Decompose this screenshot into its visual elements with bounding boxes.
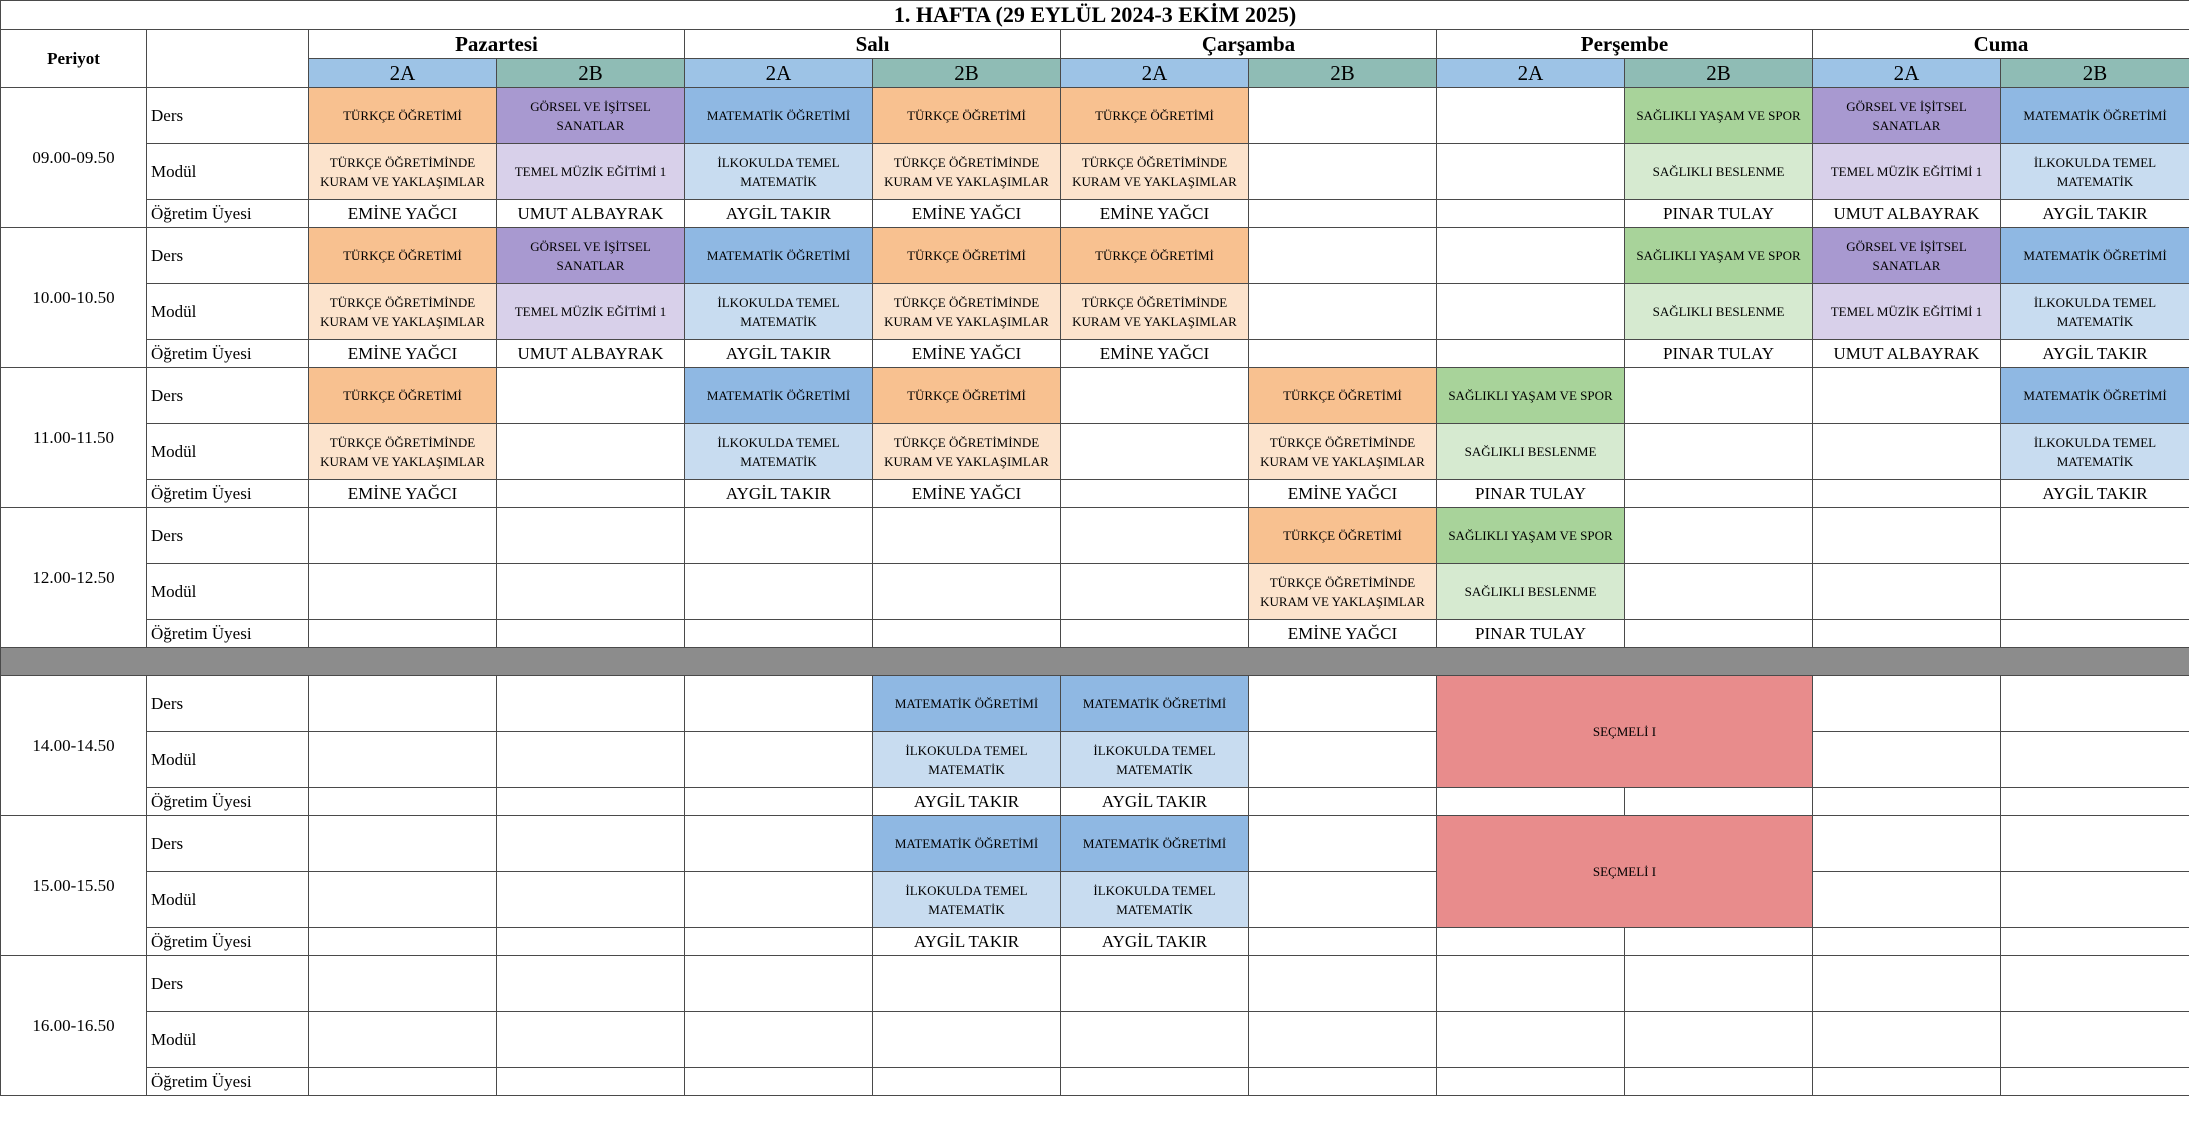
- course-cell: [309, 956, 497, 1012]
- course-cell: MATEMATİK ÖĞRETİMİ: [1061, 676, 1249, 732]
- course-cell: [685, 508, 873, 564]
- module-cell: TÜRKÇE ÖĞRETİMİNDE KURAM VE YAKLAŞIMLAR: [873, 284, 1061, 340]
- course-cell: [497, 368, 685, 424]
- module-cell: TÜRKÇE ÖĞRETİMİNDE KURAM VE YAKLAŞIMLAR: [1061, 144, 1249, 200]
- period-time: 11.00-11.50: [1, 368, 147, 508]
- course-cell: [2001, 676, 2189, 732]
- course-cell: [873, 956, 1061, 1012]
- course-cell: MATEMATİK ÖĞRETİMİ: [1061, 816, 1249, 872]
- instructor-cell: [1813, 620, 2001, 648]
- instructor-cell: AYGİL TAKIR: [1061, 928, 1249, 956]
- module-cell: [1625, 424, 1813, 480]
- row-label-ders: Ders: [147, 816, 309, 872]
- module-cell: [685, 564, 873, 620]
- course-cell: TÜRKÇE ÖĞRETİMİ: [1061, 88, 1249, 144]
- module-cell: TÜRKÇE ÖĞRETİMİNDE KURAM VE YAKLAŞIMLAR: [873, 144, 1061, 200]
- instructor-cell: [1625, 480, 1813, 508]
- schedule-title: 1. HAFTA (29 EYLÜL 2024-3 EKİM 2025): [1, 1, 2189, 30]
- course-cell: MATEMATİK ÖĞRETİMİ: [685, 88, 873, 144]
- course-cell: [1813, 956, 2001, 1012]
- instructor-cell: [2001, 620, 2189, 648]
- course-cell: TÜRKÇE ÖĞRETİMİ: [873, 368, 1061, 424]
- row-label-ogretim-uyesi: Öğretim Üyesi: [147, 620, 309, 648]
- instructor-cell: AYGİL TAKIR: [2001, 200, 2189, 228]
- module-cell: SAĞLIKLI BESLENME: [1437, 564, 1625, 620]
- module-cell: [309, 872, 497, 928]
- group-header: 2B: [2001, 59, 2189, 88]
- instructor-cell: [309, 928, 497, 956]
- module-cell: SAĞLIKLI BESLENME: [1625, 144, 1813, 200]
- instructor-cell: [1061, 620, 1249, 648]
- module-cell: [1437, 1012, 1625, 1068]
- module-cell: [1061, 1012, 1249, 1068]
- module-cell: [1625, 1012, 1813, 1068]
- module-cell: [873, 1012, 1061, 1068]
- module-cell: [1813, 1012, 2001, 1068]
- module-cell: SAĞLIKLI BESLENME: [1437, 424, 1625, 480]
- course-cell: [497, 508, 685, 564]
- course-cell: TÜRKÇE ÖĞRETİMİ: [1061, 228, 1249, 284]
- module-cell: İLKOKULDA TEMEL MATEMATİK: [685, 284, 873, 340]
- module-cell: [309, 564, 497, 620]
- module-cell: [1813, 872, 2001, 928]
- row-label-ogretim-uyesi: Öğretim Üyesi: [147, 788, 309, 816]
- module-cell: İLKOKULDA TEMEL MATEMATİK: [873, 732, 1061, 788]
- instructor-cell: EMİNE YAĞCI: [309, 480, 497, 508]
- course-cell: [685, 956, 873, 1012]
- module-cell: [1437, 144, 1625, 200]
- instructor-cell: [2001, 788, 2189, 816]
- instructor-cell: AYGİL TAKIR: [873, 788, 1061, 816]
- day-header-pazartesi: Pazartesi: [309, 30, 685, 59]
- instructor-cell: [1437, 1068, 1625, 1096]
- module-cell: [497, 872, 685, 928]
- row-label-ders: Ders: [147, 508, 309, 564]
- module-cell: [2001, 1012, 2189, 1068]
- row-label-ders: Ders: [147, 88, 309, 144]
- module-cell: [1249, 284, 1437, 340]
- course-cell: SAĞLIKLI YAŞAM VE SPOR: [1437, 368, 1625, 424]
- instructor-cell: EMİNE YAĞCI: [309, 200, 497, 228]
- instructor-cell: [1437, 200, 1625, 228]
- course-cell: [2001, 508, 2189, 564]
- row-label-modul: Modül: [147, 732, 309, 788]
- instructor-cell: UMUT ALBAYRAK: [1813, 340, 2001, 368]
- module-cell: TEMEL MÜZİK EĞİTİMİ 1: [497, 144, 685, 200]
- instructor-cell: UMUT ALBAYRAK: [497, 200, 685, 228]
- module-cell: TÜRKÇE ÖĞRETİMİNDE KURAM VE YAKLAŞIMLAR: [309, 424, 497, 480]
- module-cell: [685, 872, 873, 928]
- group-header: 2A: [1061, 59, 1249, 88]
- module-cell: İLKOKULDA TEMEL MATEMATİK: [1061, 872, 1249, 928]
- module-cell: [1061, 564, 1249, 620]
- instructor-cell: AYGİL TAKIR: [2001, 480, 2189, 508]
- group-header: 2B: [873, 59, 1061, 88]
- instructor-cell: [1437, 788, 1625, 816]
- instructor-cell: [1813, 788, 2001, 816]
- instructor-cell: [873, 1068, 1061, 1096]
- instructor-cell: [309, 788, 497, 816]
- course-cell: [1625, 956, 1813, 1012]
- course-cell: [1813, 676, 2001, 732]
- group-header: 2A: [1437, 59, 1625, 88]
- course-cell: [1249, 88, 1437, 144]
- instructor-cell: [497, 928, 685, 956]
- elective-block: SEÇMELİ I: [1437, 816, 1813, 928]
- row-label-modul: Modül: [147, 872, 309, 928]
- course-cell: [1249, 816, 1437, 872]
- period-time: 16.00-16.50: [1, 956, 147, 1096]
- module-cell: İLKOKULDA TEMEL MATEMATİK: [685, 144, 873, 200]
- instructor-cell: [685, 788, 873, 816]
- row-label-ogretim-uyesi: Öğretim Üyesi: [147, 200, 309, 228]
- course-cell: [1813, 508, 2001, 564]
- course-cell: [1061, 368, 1249, 424]
- instructor-cell: [309, 620, 497, 648]
- module-cell: [2001, 732, 2189, 788]
- module-cell: İLKOKULDA TEMEL MATEMATİK: [1061, 732, 1249, 788]
- course-cell: TÜRKÇE ÖĞRETİMİ: [873, 228, 1061, 284]
- course-cell: [309, 508, 497, 564]
- course-cell: TÜRKÇE ÖĞRETİMİ: [309, 228, 497, 284]
- day-header-sali: Salı: [685, 30, 1061, 59]
- module-cell: [1249, 144, 1437, 200]
- course-cell: [1061, 956, 1249, 1012]
- module-cell: [685, 732, 873, 788]
- group-header: 2B: [497, 59, 685, 88]
- row-label-modul: Modül: [147, 564, 309, 620]
- module-cell: [1249, 1012, 1437, 1068]
- instructor-cell: [1249, 200, 1437, 228]
- module-cell: TEMEL MÜZİK EĞİTİMİ 1: [1813, 284, 2001, 340]
- row-label-modul: Modül: [147, 284, 309, 340]
- instructor-cell: [1061, 1068, 1249, 1096]
- module-cell: [1813, 564, 2001, 620]
- row-label-ders: Ders: [147, 368, 309, 424]
- course-cell: MATEMATİK ÖĞRETİMİ: [2001, 88, 2189, 144]
- instructor-cell: EMİNE YAĞCI: [309, 340, 497, 368]
- course-cell: MATEMATİK ÖĞRETİMİ: [873, 816, 1061, 872]
- course-cell: [1813, 816, 2001, 872]
- course-cell: GÖRSEL VE İŞİTSEL SANATLAR: [497, 88, 685, 144]
- instructor-cell: AYGİL TAKIR: [685, 340, 873, 368]
- module-cell: [1249, 872, 1437, 928]
- row-label-modul: Modül: [147, 424, 309, 480]
- course-cell: [1813, 368, 2001, 424]
- module-cell: [1813, 424, 2001, 480]
- row-label-ders: Ders: [147, 676, 309, 732]
- instructor-cell: [2001, 1068, 2189, 1096]
- course-cell: [2001, 956, 2189, 1012]
- instructor-cell: [1625, 620, 1813, 648]
- instructor-cell: [1813, 480, 2001, 508]
- instructor-cell: [1249, 928, 1437, 956]
- instructor-cell: PINAR TULAY: [1625, 340, 1813, 368]
- periyot-header: Periyot: [1, 30, 147, 88]
- instructor-cell: [1249, 788, 1437, 816]
- module-cell: [497, 732, 685, 788]
- course-cell: MATEMATİK ÖĞRETİMİ: [685, 368, 873, 424]
- module-cell: [1813, 732, 2001, 788]
- course-cell: TÜRKÇE ÖĞRETİMİ: [1249, 508, 1437, 564]
- course-cell: [1249, 228, 1437, 284]
- instructor-cell: [309, 1068, 497, 1096]
- group-header: 2B: [1249, 59, 1437, 88]
- course-cell: [873, 508, 1061, 564]
- module-cell: İLKOKULDA TEMEL MATEMATİK: [873, 872, 1061, 928]
- module-cell: TÜRKÇE ÖĞRETİMİNDE KURAM VE YAKLAŞIMLAR: [873, 424, 1061, 480]
- course-cell: [309, 676, 497, 732]
- instructor-cell: PINAR TULAY: [1437, 620, 1625, 648]
- course-cell: [1625, 508, 1813, 564]
- course-cell: [1249, 956, 1437, 1012]
- day-header-carsamba: Çarşamba: [1061, 30, 1437, 59]
- instructor-cell: EMİNE YAĞCI: [873, 480, 1061, 508]
- module-cell: [1625, 564, 1813, 620]
- course-cell: [1437, 956, 1625, 1012]
- course-cell: [685, 816, 873, 872]
- course-cell: TÜRKÇE ÖĞRETİMİ: [309, 368, 497, 424]
- lunch-break-row: [1, 648, 2189, 676]
- module-cell: [1061, 424, 1249, 480]
- instructor-cell: [497, 620, 685, 648]
- instructor-cell: [1437, 928, 1625, 956]
- row-label-ogretim-uyesi: Öğretim Üyesi: [147, 340, 309, 368]
- course-cell: [1437, 88, 1625, 144]
- instructor-cell: [1813, 928, 2001, 956]
- instructor-cell: [1249, 340, 1437, 368]
- row-label-ders: Ders: [147, 228, 309, 284]
- module-cell: [497, 424, 685, 480]
- instructor-cell: AYGİL TAKIR: [873, 928, 1061, 956]
- row-label-ogretim-uyesi: Öğretim Üyesi: [147, 480, 309, 508]
- elective-block: SEÇMELİ I: [1437, 676, 1813, 788]
- course-cell: MATEMATİK ÖĞRETİMİ: [685, 228, 873, 284]
- module-cell: TÜRKÇE ÖĞRETİMİNDE KURAM VE YAKLAŞIMLAR: [1249, 424, 1437, 480]
- course-cell: MATEMATİK ÖĞRETİMİ: [2001, 228, 2189, 284]
- instructor-cell: [497, 788, 685, 816]
- row-label-ders: Ders: [147, 956, 309, 1012]
- group-header: 2A: [685, 59, 873, 88]
- instructor-cell: [685, 928, 873, 956]
- course-cell: [497, 676, 685, 732]
- instructor-cell: EMİNE YAĞCI: [873, 340, 1061, 368]
- period-time: 10.00-10.50: [1, 228, 147, 368]
- instructor-cell: [497, 1068, 685, 1096]
- course-cell: SAĞLIKLI YAŞAM VE SPOR: [1437, 508, 1625, 564]
- course-cell: [309, 816, 497, 872]
- module-cell: [309, 732, 497, 788]
- course-cell: SAĞLIKLI YAŞAM VE SPOR: [1625, 228, 1813, 284]
- module-cell: İLKOKULDA TEMEL MATEMATİK: [2001, 284, 2189, 340]
- module-cell: TÜRKÇE ÖĞRETİMİNDE KURAM VE YAKLAŞIMLAR: [309, 284, 497, 340]
- instructor-cell: AYGİL TAKIR: [1061, 788, 1249, 816]
- instructor-cell: [1813, 1068, 2001, 1096]
- instructor-cell: AYGİL TAKIR: [2001, 340, 2189, 368]
- course-cell: TÜRKÇE ÖĞRETİMİ: [873, 88, 1061, 144]
- instructor-cell: PINAR TULAY: [1625, 200, 1813, 228]
- course-cell: GÖRSEL VE İŞİTSEL SANATLAR: [497, 228, 685, 284]
- row-label-modul: Modül: [147, 1012, 309, 1068]
- instructor-cell: [685, 1068, 873, 1096]
- module-cell: [309, 1012, 497, 1068]
- module-cell: [497, 564, 685, 620]
- module-cell: [873, 564, 1061, 620]
- row-label-ogretim-uyesi: Öğretim Üyesi: [147, 1068, 309, 1096]
- module-cell: TEMEL MÜZİK EĞİTİMİ 1: [1813, 144, 2001, 200]
- group-header: 2A: [309, 59, 497, 88]
- course-cell: [497, 956, 685, 1012]
- module-cell: TÜRKÇE ÖĞRETİMİNDE KURAM VE YAKLAŞIMLAR: [309, 144, 497, 200]
- row-label-ogretim-uyesi: Öğretim Üyesi: [147, 928, 309, 956]
- course-cell: [1061, 508, 1249, 564]
- module-cell: İLKOKULDA TEMEL MATEMATİK: [685, 424, 873, 480]
- instructor-cell: [497, 480, 685, 508]
- course-cell: SAĞLIKLI YAŞAM VE SPOR: [1625, 88, 1813, 144]
- course-cell: [497, 816, 685, 872]
- course-cell: [1437, 228, 1625, 284]
- module-cell: SAĞLIKLI BESLENME: [1625, 284, 1813, 340]
- course-cell: [2001, 816, 2189, 872]
- instructor-cell: EMİNE YAĞCI: [873, 200, 1061, 228]
- course-cell: MATEMATİK ÖĞRETİMİ: [873, 676, 1061, 732]
- period-time: 15.00-15.50: [1, 816, 147, 956]
- instructor-cell: [1625, 928, 1813, 956]
- module-cell: [2001, 872, 2189, 928]
- course-cell: TÜRKÇE ÖĞRETİMİ: [1249, 368, 1437, 424]
- instructor-cell: PINAR TULAY: [1437, 480, 1625, 508]
- module-cell: [1437, 284, 1625, 340]
- module-cell: TÜRKÇE ÖĞRETİMİNDE KURAM VE YAKLAŞIMLAR: [1249, 564, 1437, 620]
- instructor-cell: [1061, 480, 1249, 508]
- instructor-cell: [685, 620, 873, 648]
- row-label-modul: Modül: [147, 144, 309, 200]
- module-cell: [497, 1012, 685, 1068]
- module-cell: TÜRKÇE ÖĞRETİMİNDE KURAM VE YAKLAŞIMLAR: [1061, 284, 1249, 340]
- course-cell: TÜRKÇE ÖĞRETİMİ: [309, 88, 497, 144]
- course-cell: GÖRSEL VE İŞİTSEL SANATLAR: [1813, 228, 2001, 284]
- instructor-cell: [1437, 340, 1625, 368]
- module-cell: [1249, 732, 1437, 788]
- period-time: 09.00-09.50: [1, 88, 147, 228]
- module-cell: [685, 1012, 873, 1068]
- label-header-blank: [147, 30, 309, 88]
- instructor-cell: UMUT ALBAYRAK: [1813, 200, 2001, 228]
- day-header-cuma: Cuma: [1813, 30, 2189, 59]
- course-cell: MATEMATİK ÖĞRETİMİ: [2001, 368, 2189, 424]
- group-header: 2A: [1813, 59, 2001, 88]
- day-header-persembe: Perşembe: [1437, 30, 1813, 59]
- instructor-cell: [2001, 928, 2189, 956]
- instructor-cell: EMİNE YAĞCI: [1061, 200, 1249, 228]
- instructor-cell: [1625, 1068, 1813, 1096]
- instructor-cell: EMİNE YAĞCI: [1061, 340, 1249, 368]
- course-cell: [1625, 368, 1813, 424]
- instructor-cell: [1249, 1068, 1437, 1096]
- instructor-cell: EMİNE YAĞCI: [1249, 480, 1437, 508]
- instructor-cell: UMUT ALBAYRAK: [497, 340, 685, 368]
- course-cell: [685, 676, 873, 732]
- instructor-cell: [873, 620, 1061, 648]
- module-cell: TEMEL MÜZİK EĞİTİMİ 1: [497, 284, 685, 340]
- group-header: 2B: [1625, 59, 1813, 88]
- module-cell: İLKOKULDA TEMEL MATEMATİK: [2001, 424, 2189, 480]
- period-time: 12.00-12.50: [1, 508, 147, 648]
- instructor-cell: AYGİL TAKIR: [685, 200, 873, 228]
- course-cell: [1249, 676, 1437, 732]
- period-time: 14.00-14.50: [1, 676, 147, 816]
- instructor-cell: [1625, 788, 1813, 816]
- instructor-cell: EMİNE YAĞCI: [1249, 620, 1437, 648]
- course-cell: GÖRSEL VE İŞİTSEL SANATLAR: [1813, 88, 2001, 144]
- module-cell: [2001, 564, 2189, 620]
- module-cell: İLKOKULDA TEMEL MATEMATİK: [2001, 144, 2189, 200]
- instructor-cell: AYGİL TAKIR: [685, 480, 873, 508]
